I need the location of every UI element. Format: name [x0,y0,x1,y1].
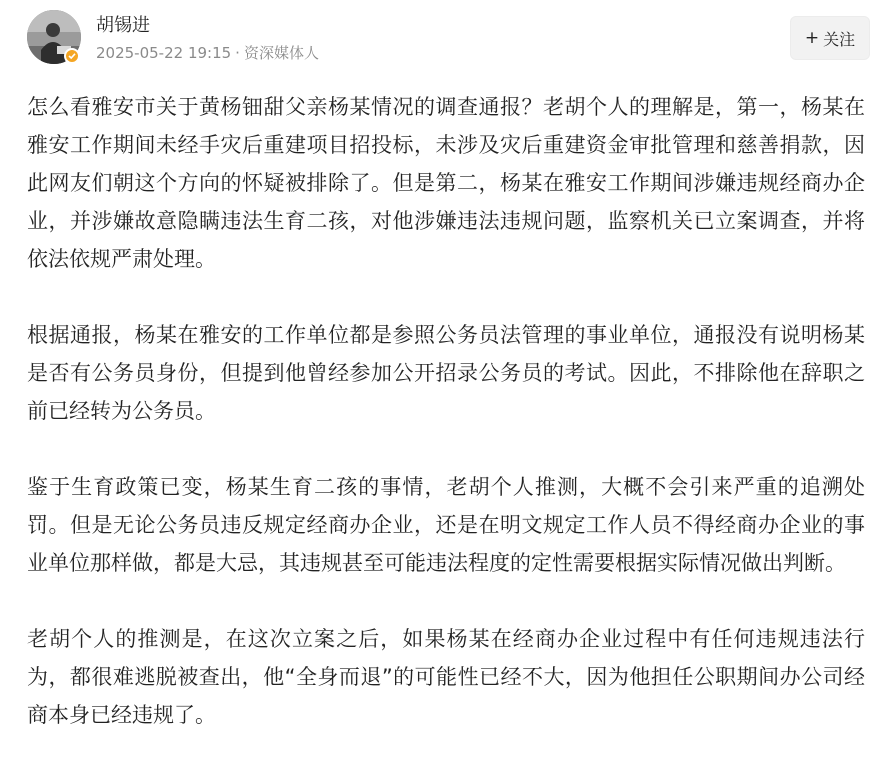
follow-label: 关注 [823,29,856,49]
article-paragraph: 根据通报，杨某在雅安的工作单位都是参照公务员法管理的事业单位，通报没有说明杨某是否有公务员身份，但提到他曾经参加公开招录公务员的考试。因此，不排除他在辞职之前已经转为公务员。 [27,323,865,423]
verified-badge-icon [64,48,80,64]
plus-icon: + [804,27,820,48]
article-paragraph: 怎么看雅安市关于黄杨钿甜父亲杨某情况的调查通报？老胡个人的理解是，第一，杨某在雅安工作期间未经手灾后重建项目招投标，未涉及灾后重建资金审批管理和慈善捐款，因此网友们朝这个方向的怀疑被排除了。但是第二，杨某在雅安工作期间涉嫌违规经商办企业，并涉嫌故意隐瞒违法生育二孩，对他涉嫌违法违规问题，监察机关已立案调查，并将依法依规严肃处理。 [27,95,865,271]
article-paragraph: 鉴于生育政策已变，杨某生育二孩的事情，老胡个人推测，大概不会引来严重的追溯处罚。但是无论公务员违反规定经商办企业，还是在明文规定工作人员不得经商办企业的事业单位那样做，都是大忌，其违规甚至可能违法程度的定性需要根据实际情况做出判断。 [27,475,865,575]
post-header [0,0,875,80]
author-description: 资深媒体人 [243,44,319,62]
meta-separator: · [235,44,240,62]
article-paragraph: 老胡个人的推测是，在这次立案之后，如果杨某在经商办企业过程中有任何违规违法行为，都很难逃脱被查出，他“全身而退”的可能性已经不大，因为他担任公职期间办公司经商本身已经违规了。 [27,627,865,727]
post-timestamp: 2025-05-22 19:15 [96,44,232,62]
follow-button[interactable] [790,16,870,60]
author-name[interactable]: 胡锡进 [96,15,150,36]
article-body [27,88,865,772]
post-meta [96,42,319,64]
